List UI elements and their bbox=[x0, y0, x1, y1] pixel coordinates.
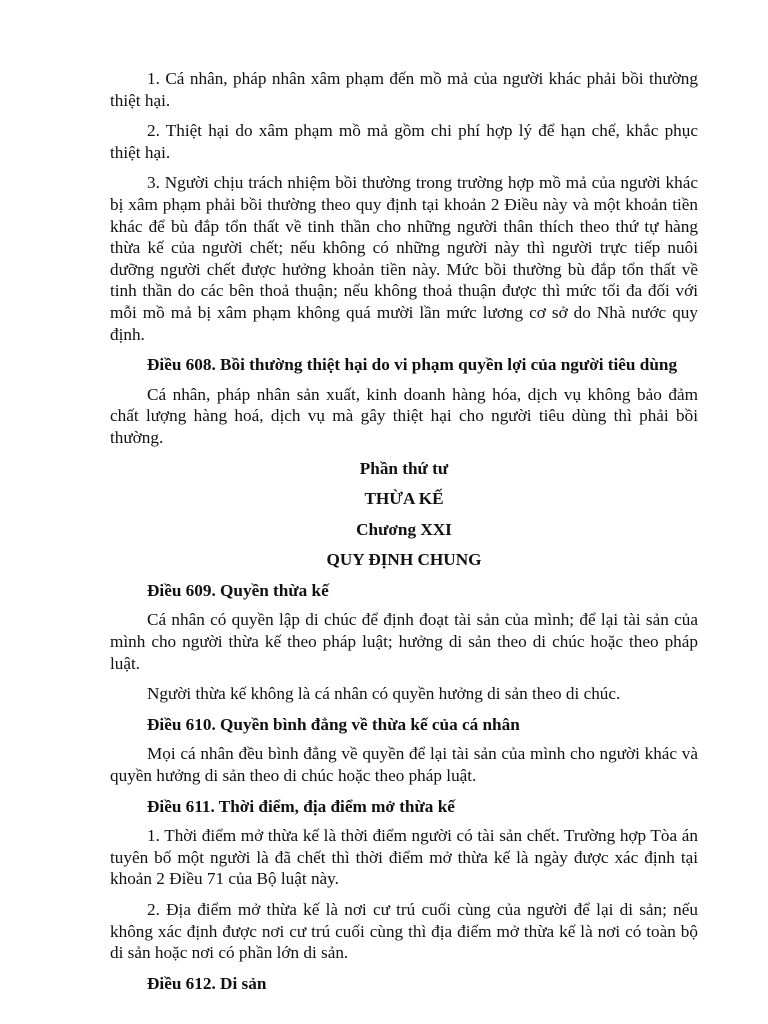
article-611-clause-2: 2. Địa điểm mở thừa kế là nơi cư trú cuối cùng của người để lại di sản; nếu không xác định được nơi cư trú cuối cùng thì địa điểm mở thừa kế là nơi có toàn bộ di sản hoặc nơi có phần lớn di sản. bbox=[110, 900, 698, 963]
paragraph-clause-2: 2. Thiệt hại do xâm phạm mồ mả gồm chi phí hợp lý để hạn chế, khắc phục thiệt hại. bbox=[110, 121, 698, 162]
article-608-heading: Điều 608. Bồi thường thiệt hại do vi phạm quyền lợi của người tiêu dùng bbox=[147, 355, 678, 375]
chapter-label: Chương XXI bbox=[356, 519, 452, 539]
part-label: Phần thứ tư bbox=[359, 458, 449, 478]
paragraph-clause-1: 1. Cá nhân, pháp nhân xâm phạm đến mồ mả của người khác phải bồi thường thiệt hại. bbox=[110, 69, 698, 110]
article-612-heading: Điều 612. Di sản bbox=[147, 973, 267, 993]
article-609-text-1: Cá nhân có quyền lập di chúc để định đoạt tài sản của mình; để lại tài sản của mình cho người thừa kế theo pháp luật; hưởng di sản theo di chúc hoặc theo pháp luật. bbox=[110, 610, 698, 673]
article-610-heading: Điều 610. Quyền bình đẳng về thừa kế của cá nhân bbox=[147, 714, 520, 734]
article-610-text: Mọi cá nhân đều bình đẳng về quyền để lại tài sản của mình cho người khác và quyền hưởng di sản theo di chúc hoặc theo pháp luật. bbox=[110, 744, 698, 786]
article-611-clause-1: 1. Thời điểm mở thừa kế là thời điểm người có tài sản chết. Trường hợp Tòa án tuyên bố một người là đã chết thì thời điểm mở thừa kế là ngày được xác định tại khoản 2 Điều 71 của Bộ luật này. bbox=[110, 826, 698, 889]
article-611-heading: Điều 611. Thời điểm, địa điểm mở thừa kế bbox=[147, 796, 455, 816]
article-609-text-2: Người thừa kế không là cá nhân có quyền hưởng di sản theo di chúc. bbox=[147, 684, 621, 704]
paragraph-clause-3: 3. Người chịu trách nhiệm bồi thường trong trường hợp mồ mả của người khác bị xâm phạm phải bồi thường theo quy định tại khoản 2 Điều này và một khoản tiền khác để bù đắp tổn thất về tinh thần cho những người thân thích theo thứ tự hàng thừa kế của người chết; nếu không có những người này thì người trực tiếp nuôi dưỡng người chết được hưởng khoản tiền này. Mức bồi thường bù đắp tổn thất về tinh thần do các bên thoả thuận; nếu không thoả thuận được thì mức tối đa đối với mỗi mồ mả bị xâm phạm không quá mười lần mức lương cơ sở do Nhà nước quy định. bbox=[110, 173, 698, 344]
part-title: THỪA KẾ bbox=[364, 489, 444, 509]
chapter-title: QUY ĐỊNH CHUNG bbox=[326, 550, 482, 570]
article-609-heading: Điều 609. Quyền thừa kế bbox=[147, 580, 329, 600]
article-608-text: Cá nhân, pháp nhân sản xuất, kinh doanh hàng hóa, dịch vụ không bảo đảm chất lượng hàng hoá, dịch vụ mà gây thiệt hại cho người tiêu dùng thì phải bồi thường. bbox=[110, 384, 698, 447]
